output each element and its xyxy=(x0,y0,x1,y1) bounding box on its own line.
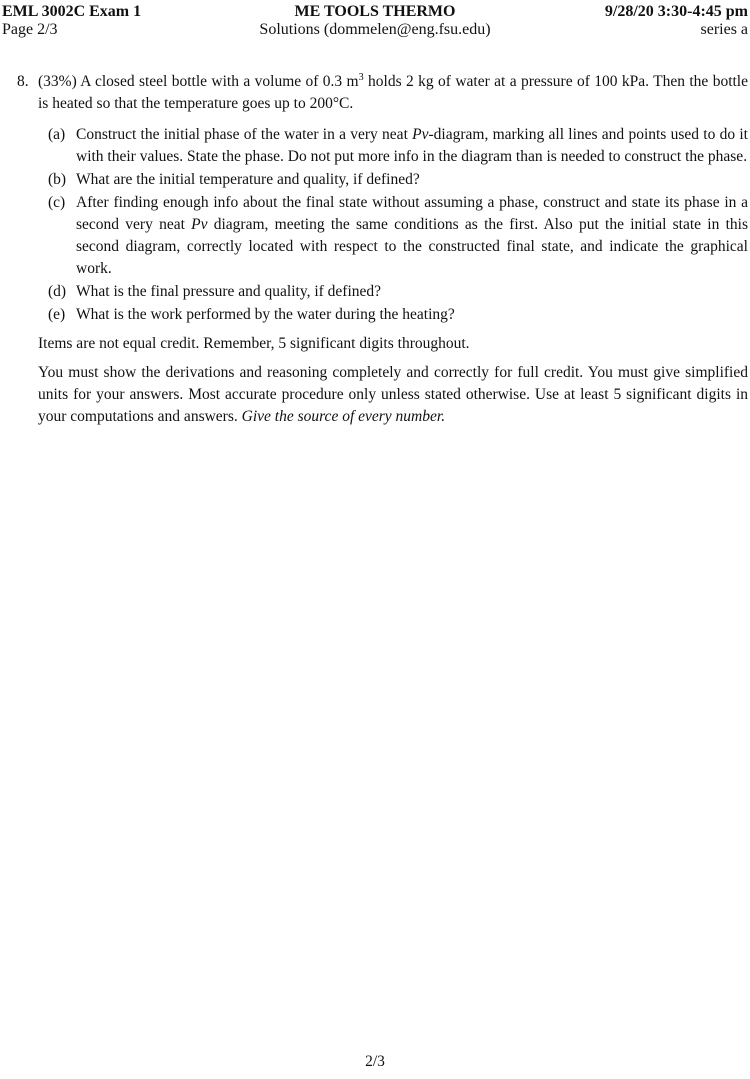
instructions-note: You must show the derivations and reasoning completely and correctly for full credit. You must give simplified units for your answers. Most accurate procedure only unless stated otherwise. Use at least 5 significant digits in your computations and answers. Give the source of every number. xyxy=(38,364,748,425)
header-subtitle-row xyxy=(2,21,748,39)
exam-datetime: 9/28/20 3:30-4:45 pm xyxy=(604,3,749,20)
solutions-contact: Solutions (dommelen@eng.fsu.edu) xyxy=(259,20,491,38)
page-header xyxy=(0,0,750,38)
credit-note: Items are not equal credit. Remember, 5 significant digits throughout. xyxy=(38,335,470,352)
part-label: (a) xyxy=(48,126,66,143)
series-label: series a xyxy=(700,20,749,38)
question-part-d xyxy=(48,281,748,303)
part-label: (e) xyxy=(48,306,66,323)
part-text: What is the work performed by the water during the heating? xyxy=(76,306,455,323)
page-number-label: Page 2/3 xyxy=(2,20,58,38)
header-title-row xyxy=(2,3,748,21)
question-number: 8. xyxy=(17,73,29,90)
question-intro: (33%) A closed steel bottle with a volume of 0.3 $m^3$ holds 2 kg of water at a pressure of 100 kPa. Then the bottle is heated so that the temperature goes up to 200°C. xyxy=(38,71,748,112)
question-part-b xyxy=(48,169,748,191)
course-exam-title: EML 3002C Exam 1 xyxy=(2,3,142,20)
footer-page-indicator: 2/3 xyxy=(365,1053,385,1070)
question-8 xyxy=(17,71,748,428)
part-text: What is the final pressure and quality, if defined? xyxy=(76,283,382,300)
part-label: (c) xyxy=(48,194,66,211)
part-label: (b) xyxy=(48,171,67,188)
question-part-c xyxy=(48,192,748,280)
part-label: (d) xyxy=(48,283,67,300)
question-part-e xyxy=(48,304,748,326)
question-part-a xyxy=(48,124,748,168)
exam-subject-title: ME TOOLS THERMO xyxy=(294,3,456,20)
question-parts xyxy=(38,124,748,326)
page-footer xyxy=(0,1051,750,1073)
part-text: What are the initial temperature and quality, if defined? xyxy=(76,171,420,188)
question-body xyxy=(38,71,748,428)
part-text: Construct the initial phase of the water in a very neat Pv-diagram, marking all lines and points used to do it with their values. State the phase. Do not put more info in the diagram than is needed to construct the phase. xyxy=(76,126,748,165)
part-text: After finding enough info about the final state without assuming a phase, construct and state its phase in a second very neat Pv diagram, meeting the same conditions as the first. Also put the initial state in this second diagram, correctly located with respect to the constructed final state, and indicate the graphical work. xyxy=(76,194,748,277)
